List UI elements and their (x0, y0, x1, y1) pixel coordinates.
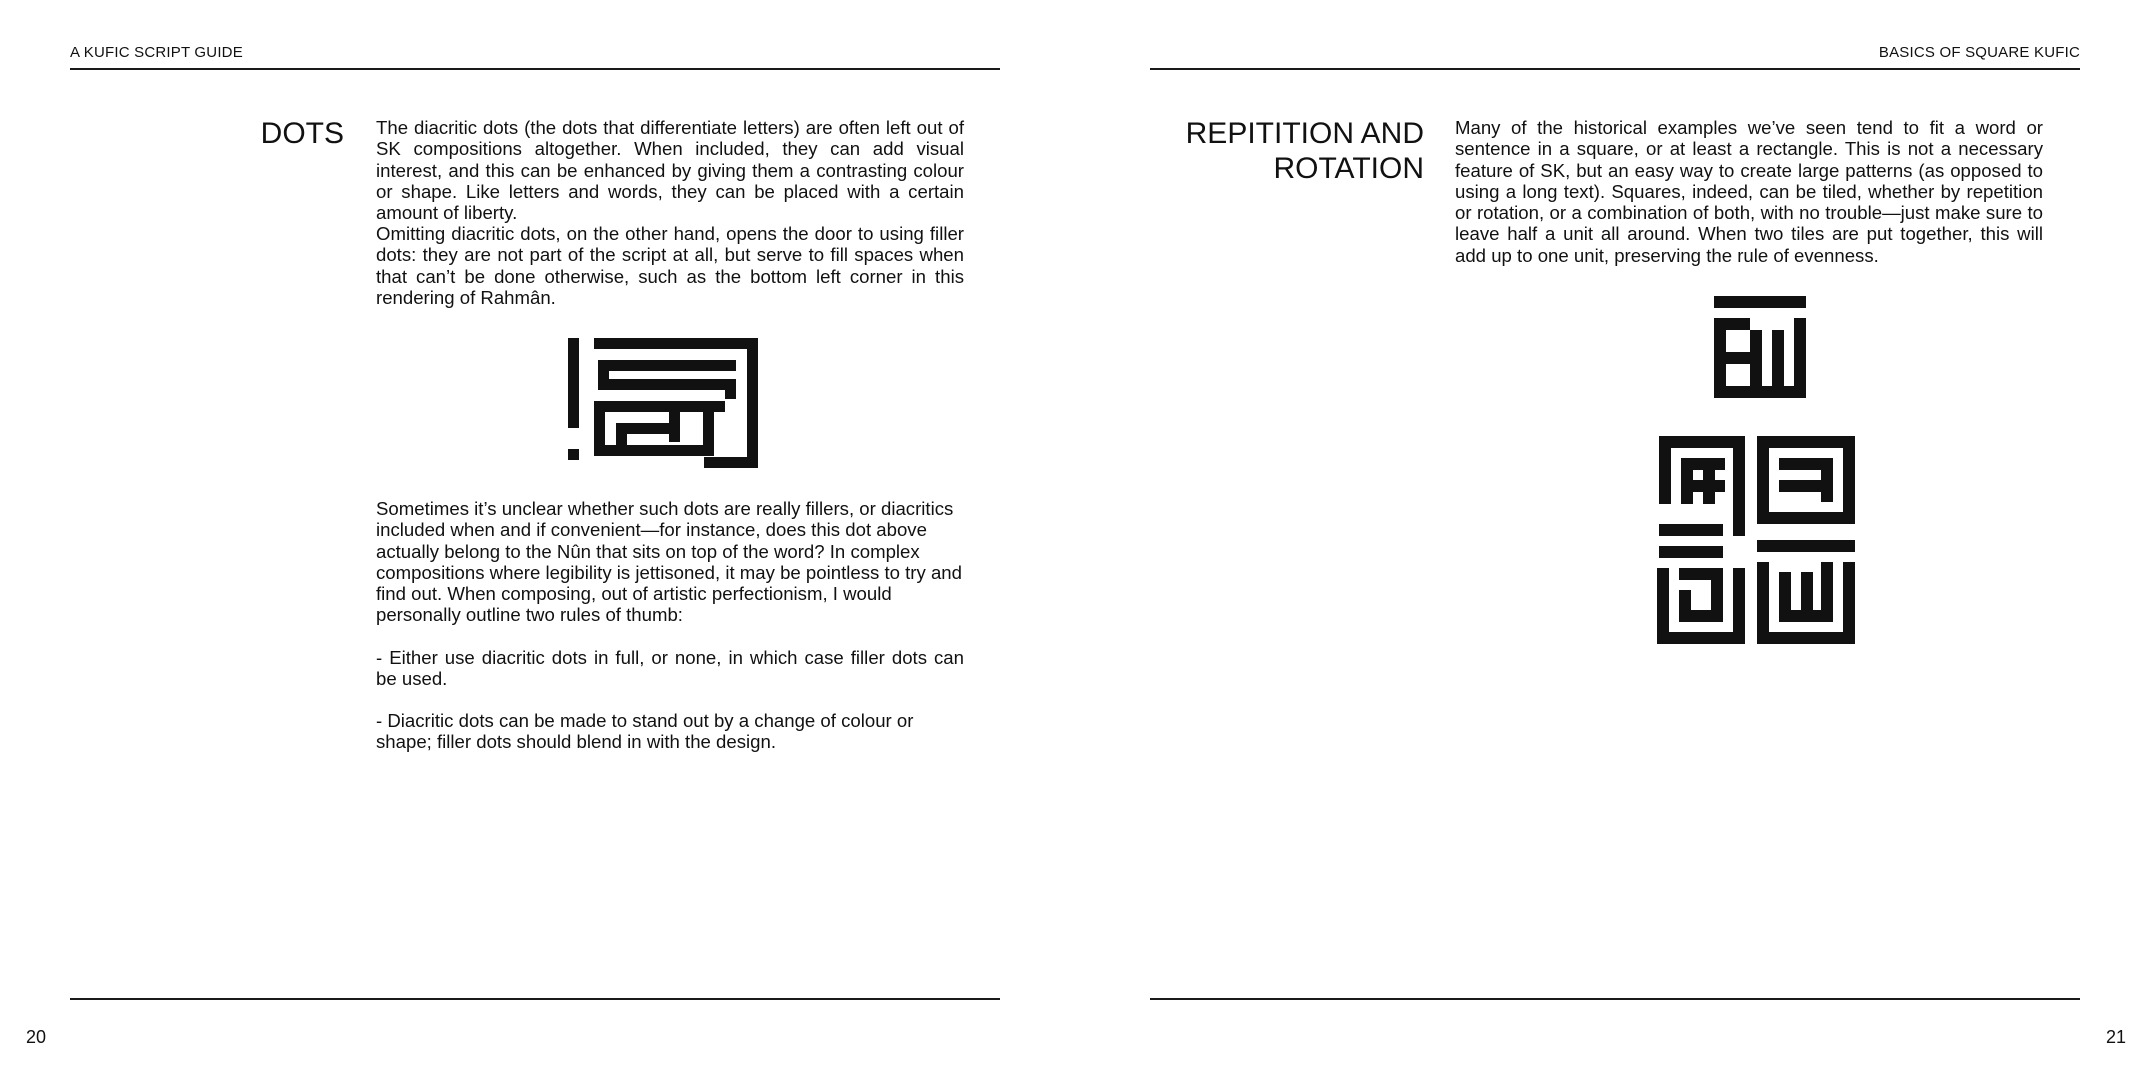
section-title-line-2: ROTATION (1273, 152, 1424, 185)
section-title-line-1: REPITITION AND (1185, 117, 1424, 150)
footer-rule-left (70, 998, 1000, 1000)
dots-rule-1: - Either use diacritic dots in full, or none, in which case filler dots can be used. (376, 647, 964, 690)
repetition-paragraph-1: Many of the historical examples we’ve seen tend to fit a word or sentence in a square, or at least a rectangle. This is not a necessary feature of SK, but an easy way to create large patterns (as opposed to using a long text). Squares, indeed, can be tiled, whether by repetition or rotation, or a combination of both, with no trouble—just make sure to leave half a unit all around. When two tiles are put together, this will add up to one unit, preserving the rule of evenness. (1455, 117, 2043, 266)
page-number-left: 20 (26, 1027, 47, 1047)
rahman-kufic-figure (568, 338, 758, 468)
footer-rule-right (1150, 998, 2080, 1000)
running-head-left: A KUFIC SCRIPT GUIDE (70, 44, 243, 61)
header-rule-right (1150, 68, 2080, 70)
rahman-kufic-glyph (568, 338, 758, 468)
kufic-tiled-glyph (1657, 436, 1855, 644)
section-title-repetition (1160, 116, 1424, 186)
dots-paragraph-3: Sometimes it’s unclear whether such dots are really fillers, or diacritics included when and if convenient—for instance, does this dot above actually belong to the Nûn that sits on top of the word? In complex compositions where legibility is jettisoned, it may be pointless to try and find out. When composing, out of artistic perfectionism, I would personally outline two rules of thumb: (376, 498, 962, 626)
section-title-dots: DOTS (260, 117, 344, 150)
dots-paragraph-1: The diacritic dots (the dots that differentiate letters) are often left out of SK compositions altogether. When included, they can add visual interest, and this can be enhanced by giving them a contrasting colour or shape. Like letters and words, they can be placed with a certain amount of liberty. (376, 117, 964, 224)
dots-paragraph-2: Omitting diacritic dots, on the other hand, opens the door to using filler dots: they are not part of the script at all, but serve to fill spaces when that can’t be done otherwise, such as the bottom left corner in this rendering of Rahmân. (376, 223, 964, 308)
filler-dot (568, 449, 579, 460)
running-head-right: BASICS OF SQUARE KUFIC (1878, 44, 2080, 61)
kufic-tile-glyph (1714, 296, 1806, 398)
kufic-tiled-composition (1657, 436, 1857, 644)
kufic-tile-single (1714, 296, 1806, 398)
header-rule-left (70, 68, 1000, 70)
dots-rule-2: - Diacritic dots can be made to stand out by a change of colour or shape; filler dots should blend in with the design. (376, 710, 914, 753)
page-number-right: 21 (2105, 1027, 2126, 1047)
